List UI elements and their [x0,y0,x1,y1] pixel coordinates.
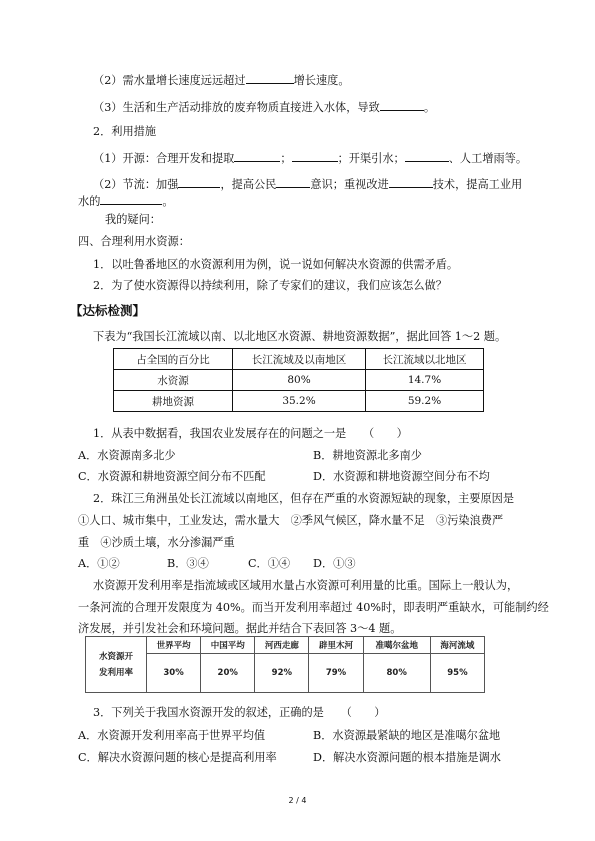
table-header-cell: 中国平均 [201,637,255,654]
table-cell: 59.2% [366,391,484,412]
table-header-row [86,637,485,654]
section4-q1: 1．以吐鲁番地区的水资源利用为例，说一说如何解决水资源的供需矛盾。 [93,258,459,271]
table-row-label: 水资源开 发利用率 [86,637,147,693]
table-header-cell: 长江流域以北地区 [366,349,484,370]
measure-kaiyuan: （1）开源：合理开发和提取 ； ；开渠引水； 、人工增雨等。 [93,152,528,165]
fill-blank[interactable] [178,176,220,188]
table-cell: 79% [309,654,363,693]
q2-option-d[interactable]: D．①③ [313,557,356,570]
q1-option-d[interactable]: D．水资源和耕地资源空间分布不均 [313,470,490,483]
q3-option-d[interactable]: D．解决水资源问题的根本措施是调水 [313,751,501,764]
test-heading: 【达标检测】 [70,303,146,318]
table-header-cell: 占全国的百分比 [114,349,233,370]
table-row [114,370,484,391]
table-header-cell: 准噶尔盆地 [363,637,430,654]
table-cell: 耕地资源 [114,391,233,412]
table-header-cell: 海河流域 [430,637,484,654]
table-header-cell: 河西走廊 [255,637,309,654]
q2-option-a[interactable]: A．①② [78,557,120,570]
fill-blank[interactable] [405,150,449,162]
fill-blank[interactable] [389,176,433,188]
q2-option-c[interactable]: C．①④ [248,557,291,570]
fill-blank[interactable] [234,150,280,162]
table-header-cell: 辟里木河 [309,637,363,654]
cause-line-3: （3）生活和生产活动排放的废弃物质直接进入水体，导致 。 [93,101,436,114]
measure-jieliu-cont: 水的 。 [78,195,174,208]
q1-stem: 1．从表中数据看，我国农业发展存在的问题之一是 （ ） [93,427,408,440]
table-cell: 92% [255,654,309,693]
section4-title: 四、合理利用水资源： [78,235,190,248]
resource-table [113,348,484,412]
fill-blank[interactable] [100,193,162,205]
table-cell: 30% [147,654,201,693]
fill-blank[interactable] [246,72,294,84]
table-cell: 水资源 [114,370,233,391]
q1-option-c[interactable]: C．水资源和耕地资源空间分布不匹配 [78,470,266,483]
page-number: 2 / 4 [288,796,307,805]
utilization-rate-table [85,636,485,693]
table-cell: 95% [430,654,484,693]
paragraph-line-1: 水资源开发利用率是指流域或区域用水量占水资源可利用量的比重。国际上一般认为， [93,579,519,592]
q1-option-a[interactable]: A．水资源南多北少 [78,449,176,462]
q2-statements: ①人口、城市集中，工业发达，需水量大 ②季风气候区，降水量不足 ③污染浪费严 [78,514,504,527]
cause-line-2: （2）需水量增长速度远远超过 增长速度。 [93,74,350,87]
table-header-cell: 长江流域及以南地区 [233,349,366,370]
fill-blank[interactable] [380,99,424,111]
table-cell: 20% [201,654,255,693]
table-cell: 14.7% [366,370,484,391]
measures-title: 2．利用措施 [93,125,157,138]
table-cell: 80% [363,654,430,693]
fill-blank[interactable] [276,176,310,188]
table-header-cell: 世界平均 [147,637,201,654]
paragraph-line-3: 济发展，并引发社会和环境问题。据此并结合下表回答 3～4 题。 [78,622,402,635]
table-cell: 35.2% [233,391,366,412]
table-cell: 80% [233,370,366,391]
table-row [114,391,484,412]
my-question-label: 我的疑问： [105,213,161,226]
q3-stem: 3．下列关于我国水资源开发的叙述，正确的是 （ ） [93,706,386,719]
q2-statements-cont: 重 ④沙质土壤，水分渗漏严重 [78,536,235,549]
table-header-row [114,349,484,370]
q1-option-b[interactable]: B．耕地资源北多南少 [313,449,422,462]
section4-q2: 2．为了使水资源得以持续利用，除了专家们的建议，我们应该怎么做？ [93,279,447,292]
q3-option-a[interactable]: A．水资源开发利用率高于世界平均值 [78,729,266,742]
measure-jieliu: （2）节流：加强 ，提高公民 意识；重视改进 技术，提高工业用 [93,178,523,191]
table1-intro: 下表为“我国长江流域以南、以北地区水资源、耕地资源数据”，据此回答 1～2 题。 [93,330,507,343]
q2-stem: 2．珠江三角洲虽处长江流域以南地区，但存在严重的水资源短缺的现象，主要原因是 [93,492,515,505]
q3-option-b[interactable]: B．水资源最紧缺的地区是准噶尔盆地 [313,729,501,742]
q3-option-c[interactable]: C．解决水资源问题的核心是提高利用率 [78,751,277,764]
paragraph-line-2: 一条河流的合理开发限度为 40%。而当开发利用率超过 40%时，即表明严重缺水，可能制约经 [78,601,549,614]
q2-option-b[interactable]: B．③④ [167,557,209,570]
fill-blank[interactable] [292,150,338,162]
